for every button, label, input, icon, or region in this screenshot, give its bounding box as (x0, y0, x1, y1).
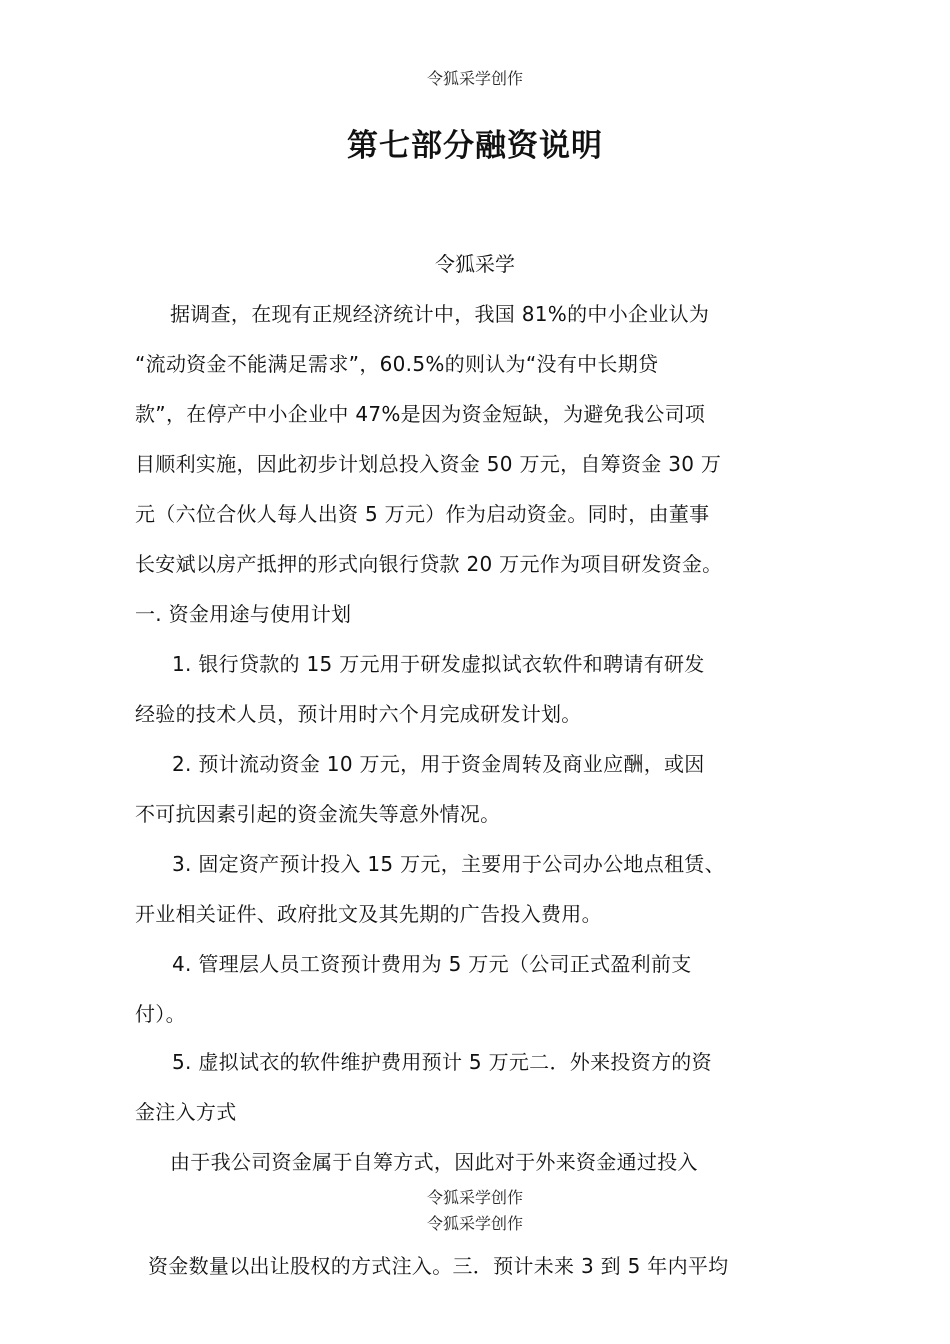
intro-line-6: 长安斌以房产抵押的形式向银行贷款 20 万元作为项目研发资金。 (135, 552, 723, 576)
list-item-5-line-2: 金注入方式 (135, 1100, 237, 1124)
intro-line-1: 据调查，在现有正规经济统计中，我国 81%的中小企业认为 (170, 302, 710, 326)
list-item-2-line-2: 不可抗因素引起的资金流失等意外情况。 (135, 802, 501, 826)
list-item-1-line-1: 1. 银行贷款的 15 万元用于研发虚拟试衣软件和聘请有研发 (172, 652, 705, 676)
list-item-3-line-2: 开业相关证件、政府批文及其先期的广告投入费用。 (135, 902, 602, 926)
running-header: 令狐采学创作 (426, 69, 523, 88)
intro-line-3: 款”，在停产中小企业中 47%是因为资金短缺，为避免我公司项 (135, 402, 706, 426)
equity-paragraph: 资金数量以出让股权的方式注入。三．预计未来 3 到 5 年内平均 (148, 1254, 729, 1278)
intro-line-4: 目顺利实施，因此初步计划总投入资金 50 万元，自筹资金 30 万 (135, 452, 722, 476)
list-item-3-line-1: 3. 固定资产预计投入 15 万元，主要用于公司办公地点租赁、 (172, 852, 725, 876)
section-heading-funds-use: 一. 资金用途与使用计划 (135, 602, 352, 626)
author-line: 令狐采学 (435, 252, 515, 276)
running-header-next-page: 令狐采学创作 (426, 1214, 523, 1233)
running-footer: 令狐采学创作 (426, 1188, 523, 1207)
document-title: 第七部分融资说明 (347, 128, 603, 164)
list-item-4-line-1: 4. 管理层人员工资预计费用为 5 万元（公司正式盈利前支 (172, 952, 692, 976)
list-item-2-line-1: 2. 预计流动资金 10 万元，用于资金周转及商业应酬，或因 (172, 752, 705, 776)
list-item-1-line-2: 经验的技术人员，预计用时六个月完成研发计划。 (135, 702, 582, 726)
list-item-5-line-1: 5. 虚拟试衣的软件维护费用预计 5 万元二．外来投资方的资 (172, 1050, 712, 1074)
intro-line-2: “流动资金不能满足需求”，60.5%的则认为“没有中长期贷 (135, 352, 659, 376)
list-item-4-line-2: 付）。 (135, 1002, 186, 1026)
investment-paragraph: 由于我公司资金属于自筹方式，因此对于外来资金通过投入 (170, 1150, 698, 1174)
intro-line-5: 元（六位合伙人每人出资 5 万元）作为启动资金。同时，由董事 (135, 502, 710, 526)
